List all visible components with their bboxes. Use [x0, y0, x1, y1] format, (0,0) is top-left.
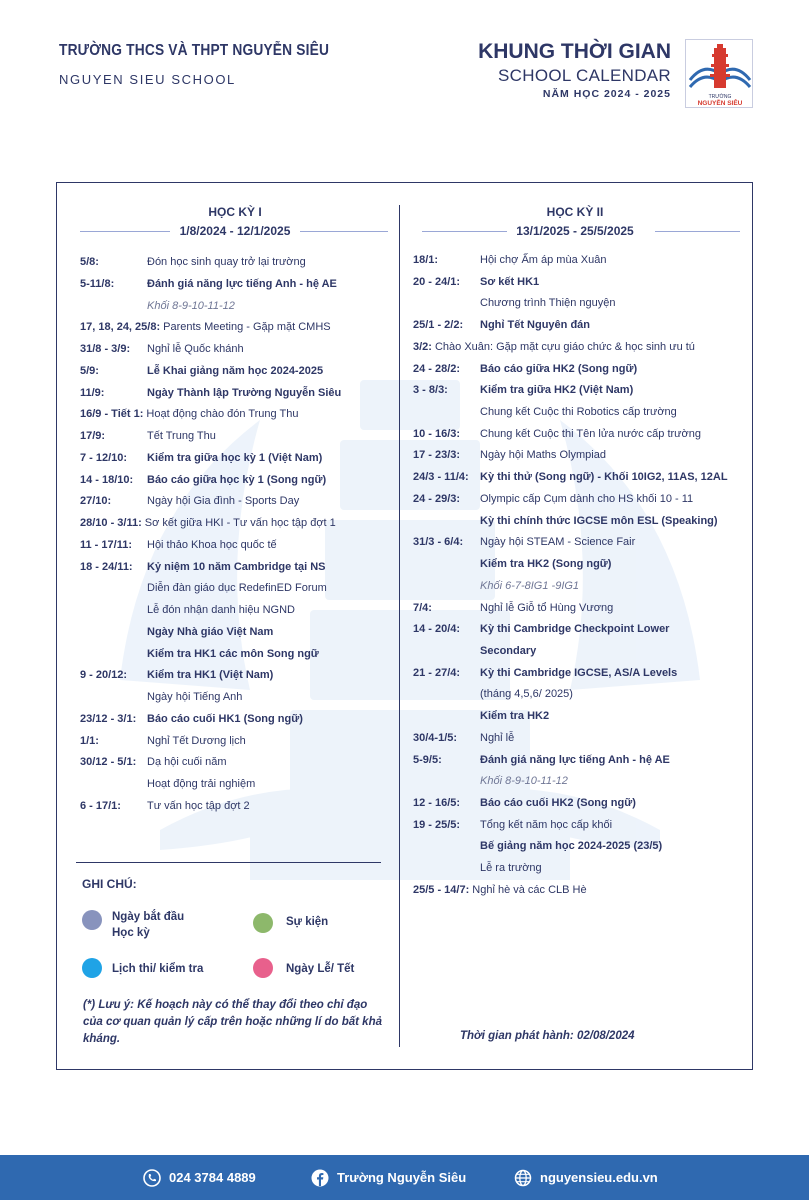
event-text: Kiểm tra giữa học kỳ 1 (Việt Nam) [147, 451, 323, 464]
event-date: 23/12 - 3/1: [80, 712, 137, 725]
event-text: Kiểm tra HK2 (Song ngữ) [480, 558, 612, 571]
legend-event: Sự kiện [286, 916, 329, 928]
event-date: 25/5 - 14/7: [413, 883, 470, 896]
event-text: Kiểm tra HK2 [480, 710, 550, 723]
event-text: Kỳ thi Cambridge Checkpoint Lower [480, 623, 670, 636]
event-text: Báo cáo cuối HK1 (Song ngữ) [147, 712, 303, 725]
event-text: Nghỉ lễ Giỗ tổ Hùng Vương [480, 601, 614, 614]
event-date: 14 - 18/10: [80, 473, 134, 486]
event-text: Lễ ra trường [480, 862, 542, 875]
event-text: Báo cáo giữa HK2 (Song ngữ) [480, 362, 638, 375]
event-text: Secondary [480, 644, 537, 657]
footer-phone-text: 024 3784 4889 [169, 1170, 256, 1185]
legend-exam: Lịch thi/ kiểm tra [112, 963, 204, 975]
notes-title: GHI CHÚ: [82, 877, 137, 891]
event-text: Ngày hội Maths Olympiad [480, 449, 606, 462]
event-date: 14 - 20/4: [413, 623, 461, 636]
event-date: 3 - 8/3: [413, 384, 448, 397]
semester1-range: 1/8/2024 - 12/1/2025 [179, 224, 291, 238]
event-date: 12 - 16/5: [413, 797, 461, 809]
calendar-title: KHUNG THỜI GIAN [478, 40, 671, 63]
event-text: Khối 8-9-10-11-12 [147, 299, 235, 312]
footer-website[interactable] [514, 1155, 658, 1200]
column-divider [399, 205, 400, 1047]
school-name: TRƯỜNG THCS VÀ THPT NGUYỄN SIÊU [59, 42, 330, 59]
footer-website-text: nguyensieu.edu.vn [540, 1170, 658, 1185]
event-text: Sơ kết giữa HKI - Tư vấn học tập đợt 1 [144, 517, 336, 529]
event-date: 16/9 - Tiết 1: [80, 408, 144, 421]
event-text: Hoạt động trải nghiệm [147, 778, 256, 790]
event-text: Đánh giá năng lực tiếng Anh - hệ AE [480, 753, 670, 766]
event-date: 17/9: [80, 430, 106, 442]
event-date: 18 - 24/11: [80, 560, 133, 573]
event-date: 9 - 20/12: [80, 669, 128, 682]
event-text: Kỳ thi Cambridge IGCSE, AS/A Levels [480, 666, 678, 679]
event-text: Tổng kết năm học cấp khối [480, 818, 613, 831]
event-date: 5/8: [80, 256, 99, 268]
event-text: Dạ hội cuối năm [147, 756, 227, 769]
event-date: 17, 18, 24, 25/8: [80, 321, 161, 334]
event-text: Ngày hội Tiếng Anh [147, 691, 243, 703]
event-date: 27/10: [80, 495, 112, 508]
event-date: 31/8 - 3/9: [80, 343, 131, 355]
event-date: 1/1: [80, 734, 99, 747]
event-date: 11/9: [80, 386, 105, 399]
school-logo [685, 39, 753, 108]
event-date: 31/3 - 6/4: [413, 536, 464, 549]
event-text: Báo cáo giữa học kỳ 1 (Song ngữ) [147, 473, 327, 486]
event-text: Báo cáo cuối HK2 (Song ngữ) [480, 797, 636, 809]
event-date: 30/4-1/5: [413, 731, 458, 744]
phone-icon [143, 1169, 161, 1187]
event-text: Parents Meeting - Gặp mặt CMHS [163, 321, 331, 334]
event-date: 24 - 28/2: [413, 362, 461, 375]
event-dot-icon [253, 913, 273, 933]
semester2-title: HỌC KỲ II [546, 205, 604, 219]
event-text: Kiểm tra HK1 các môn Song ngữ [147, 647, 319, 660]
event-date: 28/10 - 3/11: [80, 517, 142, 529]
event-text: Chung kết Cuộc thi Robotics cấp trường [480, 406, 677, 419]
event-text: Kỳ thi chính thức IGCSE môn ESL (Speaking) [480, 514, 718, 527]
event-text: Lễ đón nhận danh hiệu NGND [147, 604, 295, 616]
event-text: Bế giảng năm học 2024-2025 (23/5) [480, 840, 663, 853]
event-date: 5-9/5: [413, 753, 442, 766]
event-text: Khối 8-9-10-11-12 [480, 775, 568, 788]
footer-facebook[interactable] [311, 1155, 466, 1200]
event-date: 30/12 - 5/1: [80, 756, 137, 769]
footer-bar [0, 1155, 809, 1200]
watermark-tower-icon [100, 360, 720, 920]
globe-icon [514, 1169, 532, 1187]
event-date: 3/2: [413, 340, 432, 353]
event-date: 21 - 27/4: [413, 666, 461, 679]
event-date: 6 - 17/1: [80, 799, 121, 812]
event-text: Ngày hội Gia đình - Sports Day [147, 495, 300, 508]
notes-divider [76, 862, 381, 863]
event-text: Sơ kết HK1 [480, 275, 540, 288]
logo-text: NGUYỄN SIÊU [697, 100, 743, 107]
event-date: 10 - 16/3: [413, 427, 461, 440]
event-text: Nghỉ lễ [480, 731, 515, 744]
event-text: Kỷ niệm 10 năm Cambridge tại NS [147, 560, 326, 573]
event-text: Kỳ thi thử (Song ngữ) - Khối 10IG2, 11AS, 12AL [480, 471, 728, 484]
footer-facebook-text: Trường Nguyễn Siêu [337, 1170, 467, 1185]
event-text: Ngày hội STEAM - Science Fair [480, 536, 636, 549]
event-text: Ngày Nhà giáo Việt Nam [147, 625, 274, 638]
event-date: 7/4: [413, 601, 432, 614]
event-date: 24/3 - 11/4: [413, 471, 469, 484]
event-text: Lễ Khai giảng năm học 2024-2025 [147, 364, 324, 377]
event-text: Chào Xuân: Gặp mặt cựu giáo chức & học sinh ưu tú [434, 340, 695, 353]
legend-semester-start: Ngày bắt đầu Học kỳ [112, 911, 185, 939]
calendar-subtitle: SCHOOL CALENDAR [498, 66, 671, 85]
event-text: (tháng 4,5,6/ 2025) [480, 688, 573, 701]
event-date: 5/9: [80, 364, 99, 377]
event-text: Kiểm tra HK1 (Việt Nam) [147, 669, 274, 682]
holiday-dot-icon [253, 958, 273, 978]
event-text: Diễn đàn giáo dục RedefinED Forum [147, 582, 327, 595]
event-text: Nghỉ hè và các CLB Hè [472, 883, 587, 896]
event-text: Hội thảo Khoa học quốc tế [147, 538, 277, 551]
event-text: Đánh giá năng lực tiếng Anh - hệ AE [147, 277, 337, 290]
svg-text:TRƯỜNG: TRƯỜNG [708, 94, 732, 100]
event-text: Chương trình Thiện nguyện [480, 297, 616, 310]
event-date: 7 - 12/10: [80, 451, 128, 464]
event-text: Nghỉ lễ Quốc khánh [147, 343, 244, 355]
event-date: 5-11/8: [80, 277, 115, 290]
legend-holiday: Ngày Lễ/ Tết [286, 963, 355, 975]
event-date: 11 - 17/11: [80, 538, 132, 551]
release-date: Thời gian phát hành: 02/08/2024 [460, 1030, 635, 1042]
event-text: Tết Trung Thu [147, 430, 216, 442]
footer-phone[interactable] [143, 1155, 256, 1200]
event-date: 24 - 29/3: [413, 492, 461, 505]
facebook-icon [311, 1169, 329, 1187]
event-text: Nghỉ Tết Dương lịch [147, 734, 246, 747]
event-text: Đón học sinh quay trở lại trường [147, 256, 306, 268]
event-date: 25/1 - 2/2: [413, 319, 464, 332]
semester2-range: 13/1/2025 - 25/5/2025 [516, 224, 634, 238]
event-text: Hội chợ Ấm áp mùa Xuân [480, 254, 607, 266]
event-text: Chung kết Cuộc thi Tên lửa nước cấp trường [480, 427, 701, 440]
event-text: Olympic cấp Cụm dành cho HS khối 10 - 11 [480, 492, 694, 505]
event-date: 18/1: [413, 254, 439, 266]
event-text: Kiểm tra giữa HK2 (Việt Nam) [480, 384, 634, 397]
event-text: Tư vấn học tập đợt 2 [147, 799, 250, 812]
exam-dot-icon [82, 958, 102, 978]
event-date: 17 - 23/3: [413, 449, 461, 462]
school-year: NĂM HỌC 2024 - 2025 [542, 88, 671, 100]
semester1-title: HỌC KỲ I [208, 205, 262, 219]
event-date: 20 - 24/1: [413, 275, 461, 288]
event-text: Khối 6-7-8IG1 -9IG1 [480, 579, 580, 592]
school-name-en: NGUYEN SIEU SCHOOL [59, 72, 236, 87]
event-date: 19 - 25/5: [413, 818, 461, 831]
event-text: Ngày Thành lập Trường Nguyễn Siêu [147, 386, 342, 399]
event-text: Hoạt động chào đón Trung Thu [146, 408, 299, 421]
semester-start-dot-icon [82, 910, 102, 930]
event-text: Nghỉ Tết Nguyên đán [480, 319, 590, 332]
disclaimer-note: (*) Lưu ý: Kế hoạch này có thể thay đổi theo chỉ đạo của cơ quan quản lý cấp trên hoặc những lí do bất khả kháng. [83, 999, 382, 1045]
